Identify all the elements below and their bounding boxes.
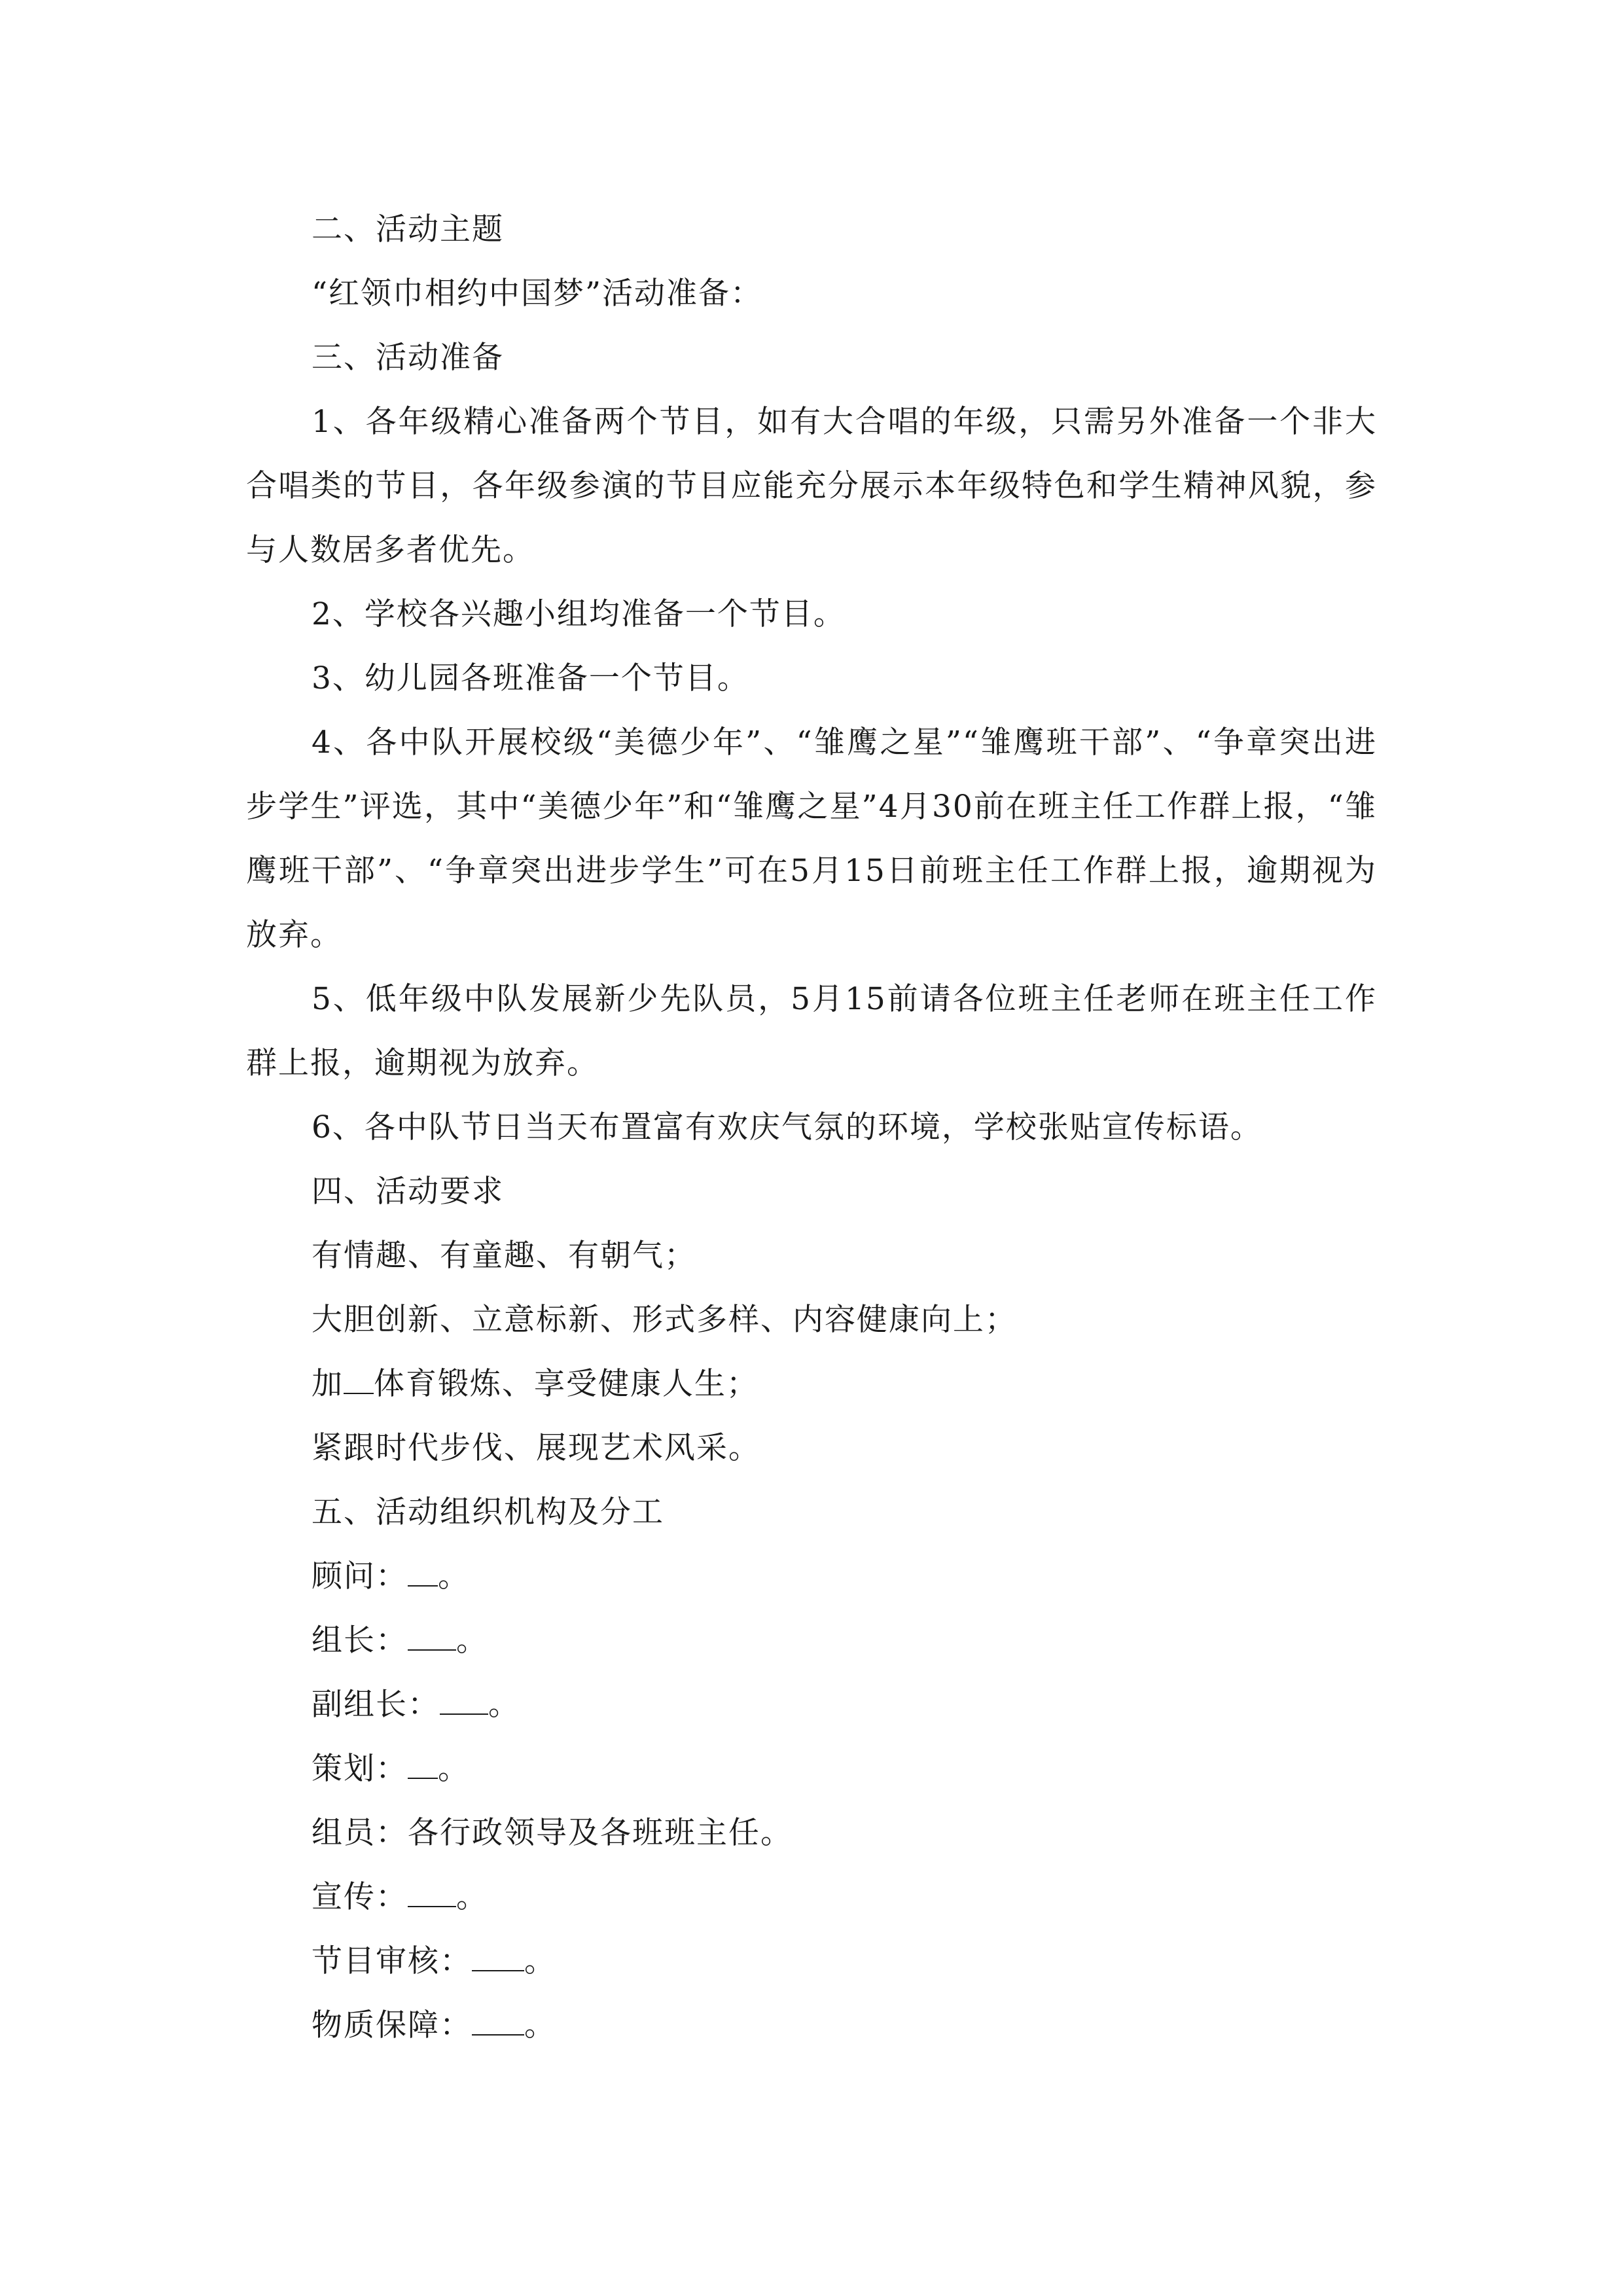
role-leader [246,1609,1377,1673]
role-publicity [246,1865,1377,1929]
fill-blank [408,1751,438,1779]
prep-item-5: 5、低年级中队发展新少先队员，5月15前请各位班主任老师在班主任工作群上报，逾期视为放弃。 [246,981,1377,1081]
prep-item-4: 4、各中队开展校级“美德少年”、“雏鹰之星”“雏鹰班干部”、“争章突出进步学生”评选，其中“美德少年”和“雏鹰之星”4月30前在班主任工作群上报，“雏鹰班干部”、“争章突出进步学生”可在5月15日前班主任工作群上报，逾期视为放弃。 [246,725,1377,953]
section-heading-requirements: 四、活动要求 [312,1174,504,1210]
role-planning [246,1737,1377,1801]
role-planning-label: 策划： [312,1751,408,1787]
end-mark: 。 [438,1558,470,1594]
prep-item-1: 1、各年级精心准备两个节目，如有大合唱的年级，只需另外准备一个非大合唱类的节目，各年级参演的节目应能充分展示本年级特色和学生精神风貌，参与人数居多者优先。 [246,404,1377,568]
end-mark: 。 [438,1751,470,1787]
role-review-label: 节目审核： [312,1943,472,1979]
fill-blank [408,1559,438,1587]
role-deputy-label: 副组长： [312,1687,440,1723]
document-body [246,198,1377,2058]
prep-item-2: 2、学校各兴趣小组均准备一个节目。 [312,596,846,632]
role-supplies [246,1994,1377,2058]
requirement-4: 紧跟时代步伐、展现艺术风采。 [312,1430,760,1466]
role-review [246,1929,1377,1994]
requirement-3-prefix: 加 [312,1366,344,1402]
fill-blank [440,1687,488,1715]
role-advisor [246,1545,1377,1609]
section-heading-organization: 五、活动组织机构及分工 [312,1494,664,1530]
role-deputy [246,1673,1377,1737]
end-mark: 。 [488,1687,520,1723]
fill-blank [472,1944,524,1971]
fill-blank [472,2008,524,2036]
role-publicity-label: 宣传： [312,1879,408,1915]
requirement-1: 有情趣、有童趣、有朝气； [312,1238,696,1274]
section-heading-preparation: 三、活动准备 [312,340,504,376]
fill-blank [408,1623,456,1651]
prep-item-6: 6、各中队节日当天布置富有欢庆气氛的环境，学校张贴宣传标语。 [312,1109,1262,1145]
fill-blank [344,1367,374,1394]
role-leader-label: 组长： [312,1623,408,1659]
end-mark: 。 [456,1623,488,1659]
role-advisor-label: 顾问： [312,1558,408,1594]
role-supplies-label: 物质保障： [312,2007,472,2043]
requirement-2: 大胆创新、立意标新、形式多样、内容健康向上； [312,1302,1017,1338]
end-mark: 。 [524,2007,556,2043]
end-mark: 。 [456,1879,488,1915]
role-members: 组员：各行政领导及各班班主任。 [312,1815,793,1851]
end-mark: 。 [524,1943,556,1979]
theme-line: “红领巾相约中国梦”活动准备： [312,276,763,312]
fill-blank [408,1880,456,1907]
prep-item-3: 3、幼儿园各班准备一个节目。 [312,660,749,696]
requirement-3-suffix: 体育锻炼、享受健康人生； [374,1366,758,1402]
section-heading-theme: 二、活动主题 [312,211,504,247]
requirement-3 [246,1352,1377,1416]
